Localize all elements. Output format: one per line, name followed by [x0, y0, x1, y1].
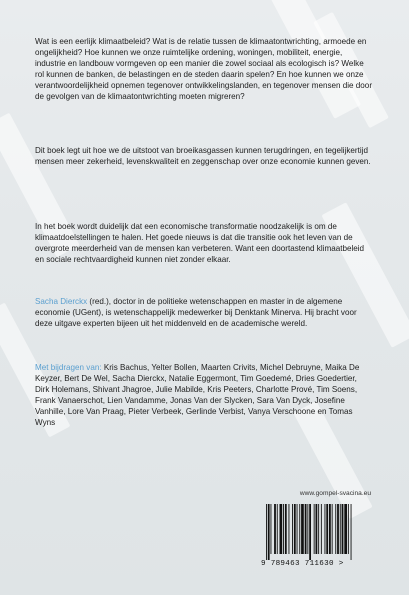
barcode-bar: [325, 504, 326, 554]
editor-paragraph: [35, 297, 373, 330]
barcode-bar: [268, 504, 270, 560]
barcode-bar: [309, 504, 311, 560]
barcode-bar: [266, 504, 267, 560]
barcode-bar: [316, 504, 318, 554]
barcode-image: [264, 504, 382, 560]
summary-paragraph: Dit boek legt uit hoe we de uitstoot van broeikasgassen kunnen terugdringen, en tegelijkertijd mensen meer zekerheid, levenskwaliteit en zeggenschap over onze economie kunnen geven.: [35, 146, 371, 166]
barcode-bar: [299, 504, 300, 554]
intro-paragraph: Wat is een eerlijk klimaatbeleid? Wat is de relatie tussen de klimaatontwrichting, armoede en ongelijkheid? Hoe kunnen we onze ruimtelijke ordening, woningen, mobiliteit, energie, industrie en landbouw vormgeven op een manier die zowel sociaal als ecologisch is? Welke rol kunnen de banken, de belastingen en de steden daarin spelen? En hoe kunnen we onze verantwoordelijkheid opnemen tegenover ontwikkelingslanden, en tegenover mensen die door de gevolgen van de klimaatontwrichting moeten migreren?: [35, 37, 373, 101]
barcode-bar: [321, 504, 322, 554]
barcode-bar: [307, 504, 308, 554]
barcode-bar: [342, 504, 344, 554]
barcode-bar: [329, 504, 331, 554]
isbn-arrow: >: [338, 560, 344, 568]
barcode-bar: [292, 504, 293, 554]
barcode-bar: [297, 504, 298, 554]
barcode-bar: [271, 504, 272, 554]
barcode-bar: [351, 504, 352, 560]
barcode-bar: [337, 504, 339, 554]
editor-name: Sacha Dierckx: [35, 297, 88, 306]
contributors-paragraph: [35, 363, 373, 429]
transition-paragraph: In het boek wordt duidelijk dat een economische transformatie noodzakelijk is om de klimaatdoelstellingen te halen. Het goede nieuws is dat die transitie ook het leven van de overgrote meerderheid van de mensen kan verbeteren. Want een doortastend klimaatbeleid en sociale rechtvaardigheid kunnen niet zonder elkaar.: [35, 222, 365, 264]
barcode-bar: [332, 504, 333, 554]
barcode-bar: [348, 504, 349, 554]
publisher-url: www.gompel-svacina.eu: [299, 490, 371, 497]
isbn-number: [261, 560, 391, 568]
barcode-bar: [289, 504, 290, 554]
barcode-bar: [280, 504, 283, 554]
contributors-label: Met bijdragen van:: [35, 363, 102, 372]
barcode-bar: [318, 504, 319, 554]
barcode-bar: [277, 504, 278, 554]
barcode-bar: [326, 504, 328, 554]
isbn-digits: 9 789463 711630: [261, 560, 334, 568]
barcode-bar: [285, 504, 287, 554]
barcode-bar: [344, 504, 347, 554]
barcode-bar: [283, 504, 284, 554]
barcode-bar: [335, 504, 336, 554]
contributors-list: Kris Bachus, Yelter Bollen, Maarten Crivits, Michel Debruyne, Maika De Keyzer, Bert De Wel, Sacha Dierckx, Natalie Eggermont, Tim Goedemé, Dries Goedertier, Dirk Holemans, Shivant Jhagroe, Julie Mabilde, Kris Peeters, Charlotte Prové, Tim Soens, Frank Vanaerschot, Lien Vandamme, Jonas Van der Slycken, Sara Van Dyck, Josefine Vanhille, Lore Van Praag, Pieter Verbeek, Gerlinde Verbist, Vanya Verschoone en Tomas Wyns: [35, 363, 360, 427]
barcode-bar: [340, 504, 341, 554]
barcode-bar: [301, 504, 304, 554]
barcode-bar: [294, 504, 296, 554]
barcode-bar: [305, 504, 307, 554]
barcode-bar: [314, 504, 315, 554]
editor-bio: (red.), doctor in de politieke wetenschappen en master in de algemene economie (UGent), is wetenschappelijk medewerker bij Denktank Minerva. Hij bracht voor deze uitgave experten bijeen uit het middenveld en de academische wereld.: [35, 297, 357, 328]
barcode-bar: [274, 504, 276, 554]
